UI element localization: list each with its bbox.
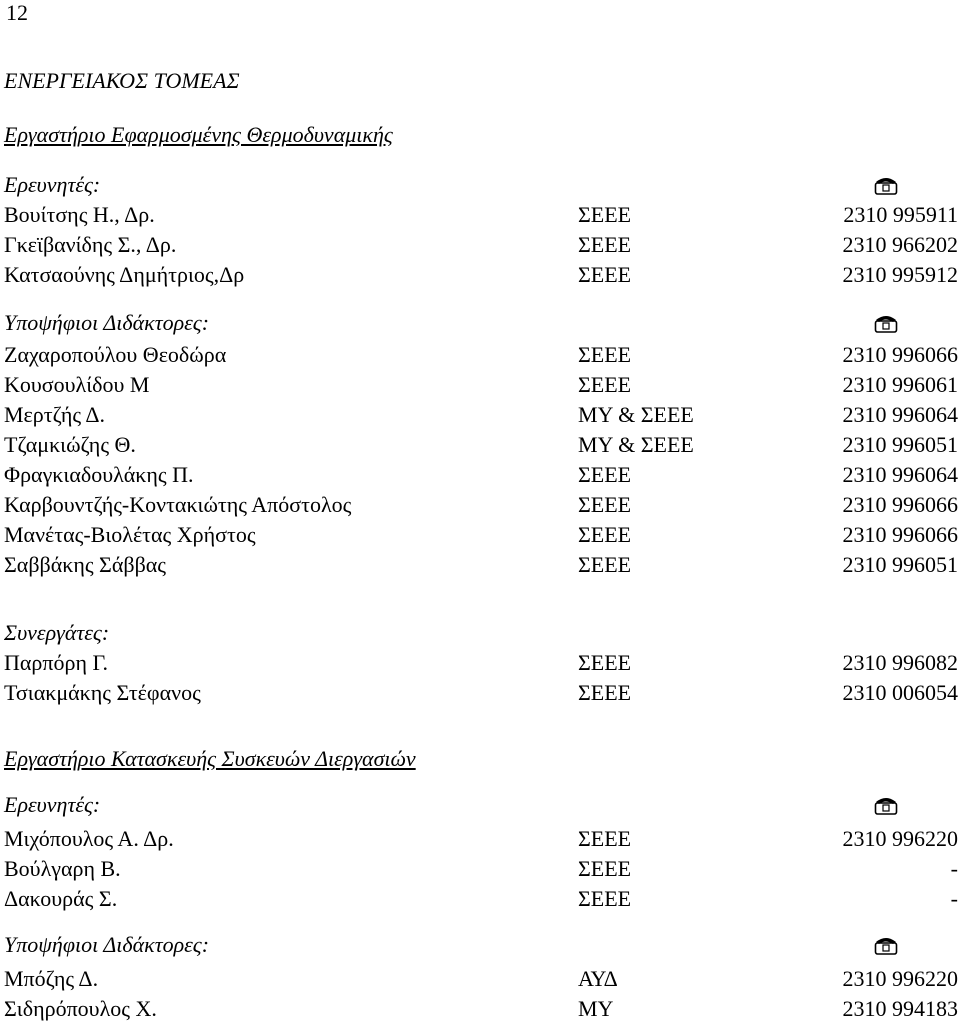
- list-item: [4, 552, 960, 582]
- unit-label: ΣΕΕΕ: [578, 650, 632, 675]
- phone-number: 2310 996066: [842, 492, 958, 517]
- phone-number: 2310 996051: [842, 552, 958, 577]
- unit-label: ΑΥΔ: [578, 966, 618, 991]
- person-name: Παρπόρη Γ.: [4, 650, 109, 675]
- phone-number: -: [950, 856, 958, 881]
- list-item: [4, 462, 960, 492]
- unit-label: ΣΕΕΕ: [578, 492, 632, 517]
- phone-number: 2310 996061: [842, 372, 958, 397]
- list-item: [4, 966, 960, 996]
- person-name: Τσιακμάκης Στέφανος: [4, 680, 201, 705]
- person-name: Κατσαούνης Δημήτριος,Δρ: [4, 262, 245, 287]
- person-name: Γκεϊβανίδης Σ., Δρ.: [4, 232, 177, 257]
- phone-number: 2310 994183: [842, 996, 958, 1021]
- person-name: Κουσουλίδου Μ: [4, 372, 150, 397]
- list-item: [4, 232, 960, 262]
- lab1-researchers-list: [4, 202, 960, 292]
- page-number: 12: [6, 0, 28, 25]
- phone-number: 2310 996066: [842, 522, 958, 547]
- lab1-phd-list: [4, 342, 960, 582]
- lab2-researchers-header: [4, 792, 960, 822]
- phone-number: 2310 995912: [842, 262, 958, 287]
- person-name: Τζαμκιώζης Θ.: [4, 432, 136, 457]
- section-title-block: [4, 68, 960, 94]
- person-name: Σιδηρόπουλος Χ.: [4, 996, 157, 1021]
- lab2-title: Εργαστήριο Κατασκευής Συσκευών Διεργασιών: [4, 746, 416, 771]
- phone-number: 2310 996051: [842, 432, 958, 457]
- phone-number: 2310 996220: [842, 826, 958, 851]
- lab2-researchers-list: [4, 826, 960, 916]
- list-item: [4, 342, 960, 372]
- phone-number: 2310 996066: [842, 342, 958, 367]
- unit-label: ΜΥ & ΣΕΕΕ: [578, 432, 694, 457]
- unit-label: ΣΕΕΕ: [578, 462, 632, 487]
- unit-label: ΣΕΕΕ: [578, 680, 632, 705]
- lab1-collaborators-list: [4, 650, 960, 710]
- person-name: Δακουράς Σ.: [4, 886, 118, 911]
- telephone-icon: [874, 312, 898, 334]
- lab1-researchers-label: Ερευνητές:: [4, 172, 101, 197]
- person-name: Μιχόπουλος Α. Δρ.: [4, 826, 174, 851]
- telephone-icon: [874, 794, 898, 816]
- unit-label: ΣΕΕΕ: [578, 826, 632, 851]
- list-item: [4, 522, 960, 552]
- unit-label: ΣΕΕΕ: [578, 342, 632, 367]
- list-item: [4, 432, 960, 462]
- person-name: Ζαχαροπούλου Θεοδώρα: [4, 342, 227, 367]
- person-name: Βουίτσης Η., Δρ.: [4, 202, 155, 227]
- lab1-title: Εργαστήριο Εφαρμοσμένης Θερμοδυναμικής: [4, 122, 393, 147]
- person-name: Μανέτας-Βιολέτας Χρήστος: [4, 522, 256, 547]
- unit-label: ΣΕΕΕ: [578, 856, 632, 881]
- unit-label: ΣΕΕΕ: [578, 372, 632, 397]
- list-item: [4, 826, 960, 856]
- list-item: [4, 856, 960, 886]
- unit-label: ΜΥ: [578, 996, 614, 1021]
- section-title: ΕΝΕΡΓΕΙΑΚΟΣ ΤΟΜΕΑΣ: [4, 68, 240, 93]
- telephone-icon: [874, 934, 898, 956]
- lab2-phd-label: Υποψήφιοι Διδάκτορες:: [4, 932, 210, 957]
- list-item: [4, 372, 960, 402]
- unit-label: ΣΕΕΕ: [578, 522, 632, 547]
- list-item: [4, 492, 960, 522]
- list-item: [4, 202, 960, 232]
- lab2-title-block: [4, 746, 960, 772]
- lab2-researchers-label: Ερευνητές:: [4, 792, 101, 817]
- list-item: [4, 886, 960, 916]
- phone-number: 2310 996220: [842, 966, 958, 991]
- phone-number: 2310 996082: [842, 650, 958, 675]
- person-name: Μπόζης Δ.: [4, 966, 99, 991]
- unit-label: ΜΥ & ΣΕΕΕ: [578, 402, 694, 427]
- list-item: [4, 650, 960, 680]
- lab2-phd-header: [4, 932, 960, 962]
- phone-number: 2310 006054: [842, 680, 958, 705]
- list-item: [4, 262, 960, 292]
- lab1-title-block: [4, 122, 960, 148]
- lab1-phd-header: [4, 310, 960, 340]
- phone-number: 2310 995911: [843, 202, 958, 227]
- person-name: Βούλγαρη Β.: [4, 856, 121, 881]
- person-name: Καρβουντζής-Κοντακιώτης Απόστολος: [4, 492, 352, 517]
- unit-label: ΣΕΕΕ: [578, 262, 632, 287]
- unit-label: ΣΕΕΕ: [578, 552, 632, 577]
- unit-label: ΣΕΕΕ: [578, 232, 632, 257]
- telephone-icon: [874, 174, 898, 196]
- phone-number: -: [950, 886, 958, 911]
- phone-number: 2310 966202: [842, 232, 958, 257]
- person-name: Σαββάκης Σάββας: [4, 552, 167, 577]
- person-name: Μερτζής Δ.: [4, 402, 106, 427]
- lab1-collaborators-header: [4, 620, 960, 646]
- lab1-phd-label: Υποψήφιοι Διδάκτορες:: [4, 310, 210, 335]
- list-item: [4, 402, 960, 432]
- unit-label: ΣΕΕΕ: [578, 886, 632, 911]
- unit-label: ΣΕΕΕ: [578, 202, 632, 227]
- list-item: [4, 996, 960, 1026]
- person-name: Φραγκιαδουλάκης Π.: [4, 462, 194, 487]
- lab2-phd-list: [4, 966, 960, 1026]
- phone-number: 2310 996064: [842, 402, 958, 427]
- lab1-collaborators-label: Συνεργάτες:: [4, 620, 110, 645]
- phone-number: 2310 996064: [842, 462, 958, 487]
- list-item: [4, 680, 960, 710]
- lab1-researchers-header: [4, 172, 960, 202]
